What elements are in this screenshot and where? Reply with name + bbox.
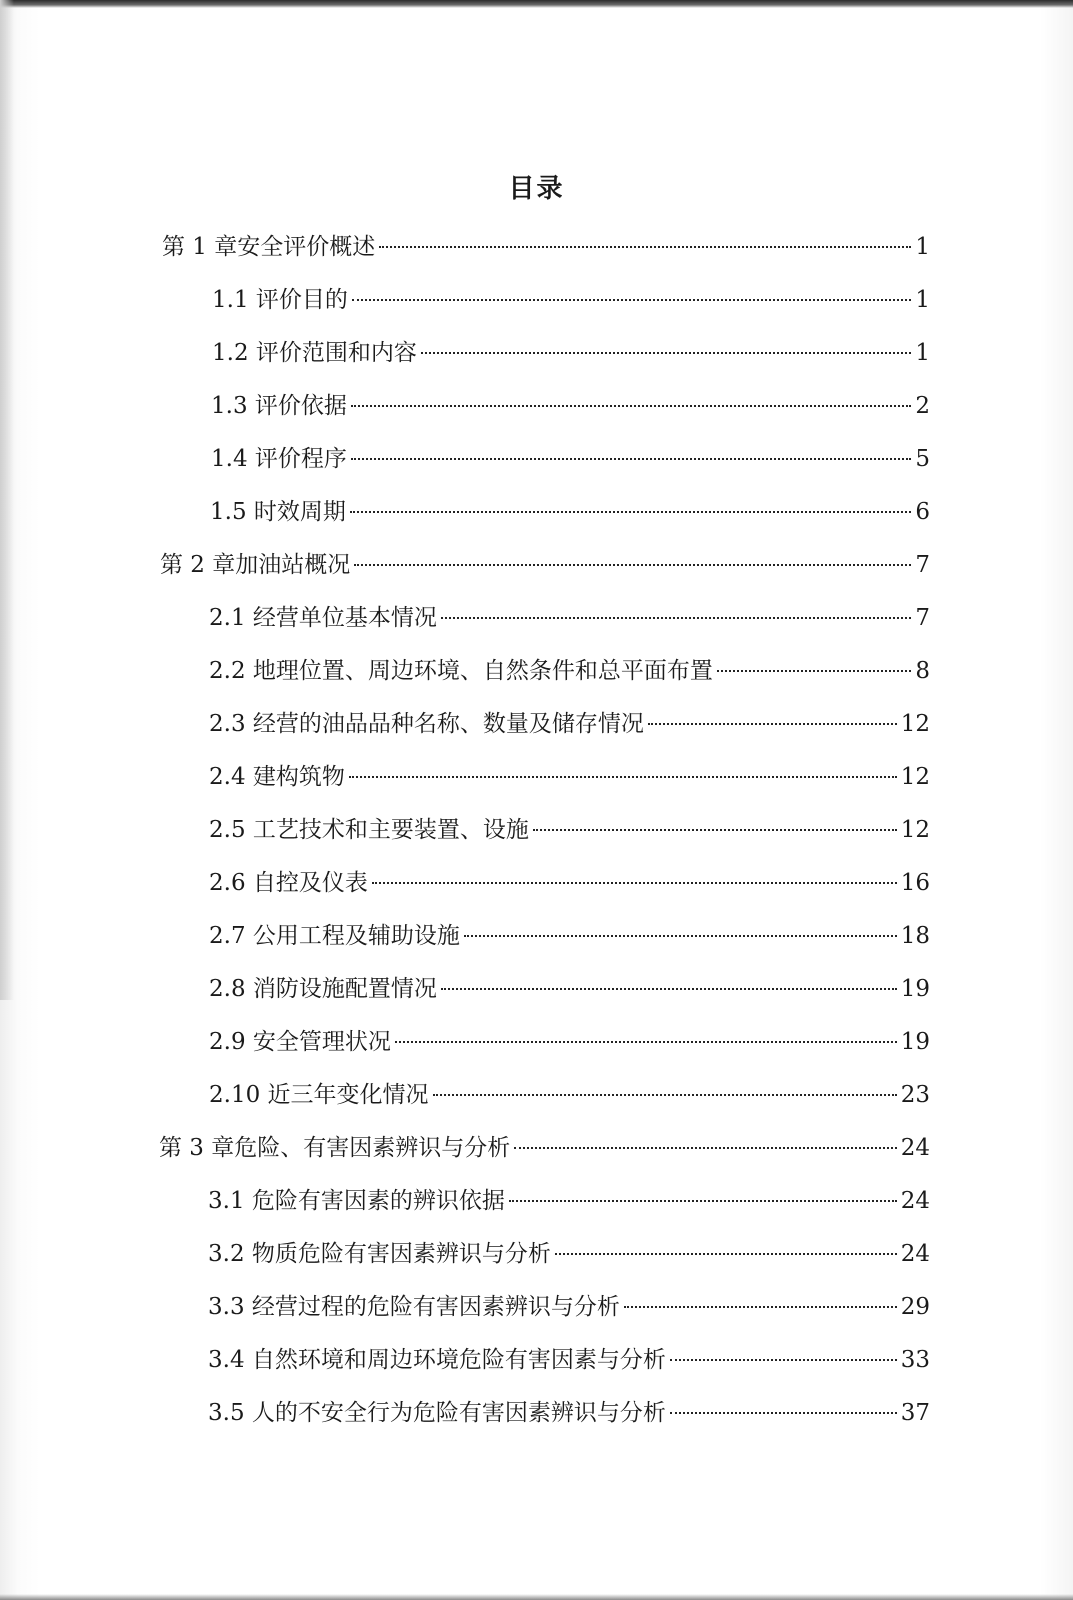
toc-label: 第 1 章安全评价概述 bbox=[162, 234, 376, 260]
toc-leader-dots bbox=[648, 723, 897, 725]
toc-leader-dots bbox=[433, 1094, 897, 1096]
toc-label: 3.1 危险有害因素的辨识依据 bbox=[208, 1188, 505, 1214]
toc-label: 2.3 经营的油品品种名称、数量及储存情况 bbox=[209, 711, 644, 737]
toc-label: 2.4 建构筑物 bbox=[209, 764, 345, 790]
toc-leader-dots bbox=[372, 882, 897, 884]
toc-label: 2.9 安全管理状况 bbox=[209, 1029, 391, 1055]
toc-section-3-1[interactable] bbox=[208, 1184, 930, 1218]
toc-label: 3.4 自然环境和周边环境危险有害因素与分析 bbox=[208, 1347, 666, 1373]
toc-label: 3.5 人的不安全行为危险有害因素辨识与分析 bbox=[208, 1400, 666, 1426]
toc-label: 1.5 时效周期 bbox=[210, 499, 346, 525]
toc-leader-dots bbox=[441, 988, 897, 990]
toc-leader-dots bbox=[441, 617, 911, 619]
toc-label: 2.7 公用工程及辅助设施 bbox=[209, 923, 460, 949]
toc-page-number: 8 bbox=[915, 658, 930, 684]
toc-page-number: 12 bbox=[900, 711, 930, 737]
toc-leader-dots bbox=[533, 829, 897, 831]
toc-leader-dots bbox=[351, 405, 911, 407]
toc-leader-dots bbox=[349, 776, 897, 778]
toc-page-number: 23 bbox=[900, 1082, 930, 1108]
toc-page-number: 37 bbox=[900, 1400, 930, 1426]
scan-bottom-edge bbox=[0, 1594, 1073, 1600]
toc-label: 2.10 近三年变化情况 bbox=[209, 1082, 429, 1108]
toc-page-number: 24 bbox=[900, 1188, 930, 1214]
toc-page-number: 33 bbox=[900, 1347, 930, 1373]
toc-label: 第 2 章加油站概况 bbox=[160, 552, 351, 578]
toc-section-2-7[interactable] bbox=[209, 919, 930, 953]
toc-chapter-1[interactable] bbox=[162, 230, 930, 264]
toc-section-1-5[interactable] bbox=[210, 495, 930, 529]
toc-leader-dots bbox=[624, 1306, 897, 1308]
toc-leader-dots bbox=[670, 1412, 897, 1414]
toc-label: 1.3 评价依据 bbox=[211, 393, 347, 419]
toc-section-2-4[interactable] bbox=[209, 760, 930, 794]
toc-leader-dots bbox=[350, 511, 911, 513]
toc-label: 3.3 经营过程的危险有害因素辨识与分析 bbox=[208, 1294, 620, 1320]
toc-section-2-1[interactable] bbox=[209, 601, 930, 635]
toc-page-number: 29 bbox=[900, 1294, 930, 1320]
toc-page-number: 12 bbox=[900, 764, 930, 790]
toc-page-number: 7 bbox=[915, 605, 930, 631]
toc-section-2-8[interactable] bbox=[209, 972, 930, 1006]
toc-leader-dots bbox=[514, 1147, 896, 1149]
toc-label: 1.1 评价目的 bbox=[212, 287, 348, 313]
toc-leader-dots bbox=[464, 935, 897, 937]
toc-label: 2.1 经营单位基本情况 bbox=[209, 605, 437, 631]
toc-section-2-5[interactable] bbox=[209, 813, 930, 847]
toc-section-2-6[interactable] bbox=[209, 866, 930, 900]
toc-leader-dots bbox=[717, 670, 911, 672]
toc-section-2-10[interactable] bbox=[209, 1078, 930, 1112]
toc-page-number: 6 bbox=[915, 499, 930, 525]
toc-leader-dots bbox=[354, 564, 911, 566]
toc-label: 2.2 地理位置、周边环境、自然条件和总平面布置 bbox=[209, 658, 713, 684]
toc-page-number: 19 bbox=[900, 1029, 930, 1055]
toc-leader-dots bbox=[352, 299, 911, 301]
toc-section-1-2[interactable] bbox=[212, 336, 930, 370]
toc-label: 2.6 自控及仪表 bbox=[209, 870, 368, 896]
toc-section-1-1[interactable] bbox=[212, 283, 930, 317]
toc-leader-dots bbox=[379, 246, 911, 248]
toc-page-number: 12 bbox=[900, 817, 930, 843]
toc-section-2-9[interactable] bbox=[209, 1025, 930, 1059]
toc-section-1-3[interactable] bbox=[211, 389, 930, 423]
toc-page-number: 1 bbox=[915, 340, 930, 366]
toc-page-number: 19 bbox=[900, 976, 930, 1002]
toc-section-2-3[interactable] bbox=[209, 707, 930, 741]
toc-section-2-2[interactable] bbox=[209, 654, 930, 688]
toc-leader-dots bbox=[421, 352, 911, 354]
toc-leader-dots bbox=[555, 1253, 897, 1255]
page-title: 目录 bbox=[508, 174, 565, 204]
toc-leader-dots bbox=[351, 458, 911, 460]
toc-page-number: 5 bbox=[915, 446, 930, 472]
toc-chapter-2[interactable] bbox=[160, 548, 930, 582]
toc-label: 3.2 物质危险有害因素辨识与分析 bbox=[208, 1241, 551, 1267]
toc-label: 2.8 消防设施配置情况 bbox=[209, 976, 437, 1002]
toc-section-3-4[interactable] bbox=[208, 1343, 930, 1377]
toc-page-number: 2 bbox=[915, 393, 930, 419]
toc-page-number: 1 bbox=[915, 287, 930, 313]
scan-top-edge bbox=[0, 0, 1073, 8]
toc-leader-dots bbox=[395, 1041, 897, 1043]
toc-leader-dots bbox=[509, 1200, 897, 1202]
scan-left-shadow bbox=[0, 0, 14, 1000]
toc-page-number: 1 bbox=[915, 234, 930, 260]
toc-label: 2.5 工艺技术和主要装置、设施 bbox=[209, 817, 529, 843]
toc-page-number: 16 bbox=[900, 870, 930, 896]
toc-label: 1.4 评价程序 bbox=[211, 446, 347, 472]
toc-section-3-3[interactable] bbox=[208, 1290, 930, 1324]
toc-page-number: 18 bbox=[900, 923, 930, 949]
toc-section-1-4[interactable] bbox=[211, 442, 930, 476]
toc-page-number: 24 bbox=[900, 1241, 930, 1267]
toc-label: 第 3 章危险、有害因素辨识与分析 bbox=[159, 1135, 511, 1161]
toc-section-3-2[interactable] bbox=[208, 1237, 930, 1271]
toc-leader-dots bbox=[670, 1359, 897, 1361]
toc-label: 1.2 评价范围和内容 bbox=[212, 340, 417, 366]
toc-page-number: 24 bbox=[900, 1135, 930, 1161]
toc-page-number: 7 bbox=[915, 552, 930, 578]
toc-chapter-3[interactable] bbox=[159, 1131, 930, 1165]
toc-section-3-5[interactable] bbox=[208, 1396, 930, 1430]
